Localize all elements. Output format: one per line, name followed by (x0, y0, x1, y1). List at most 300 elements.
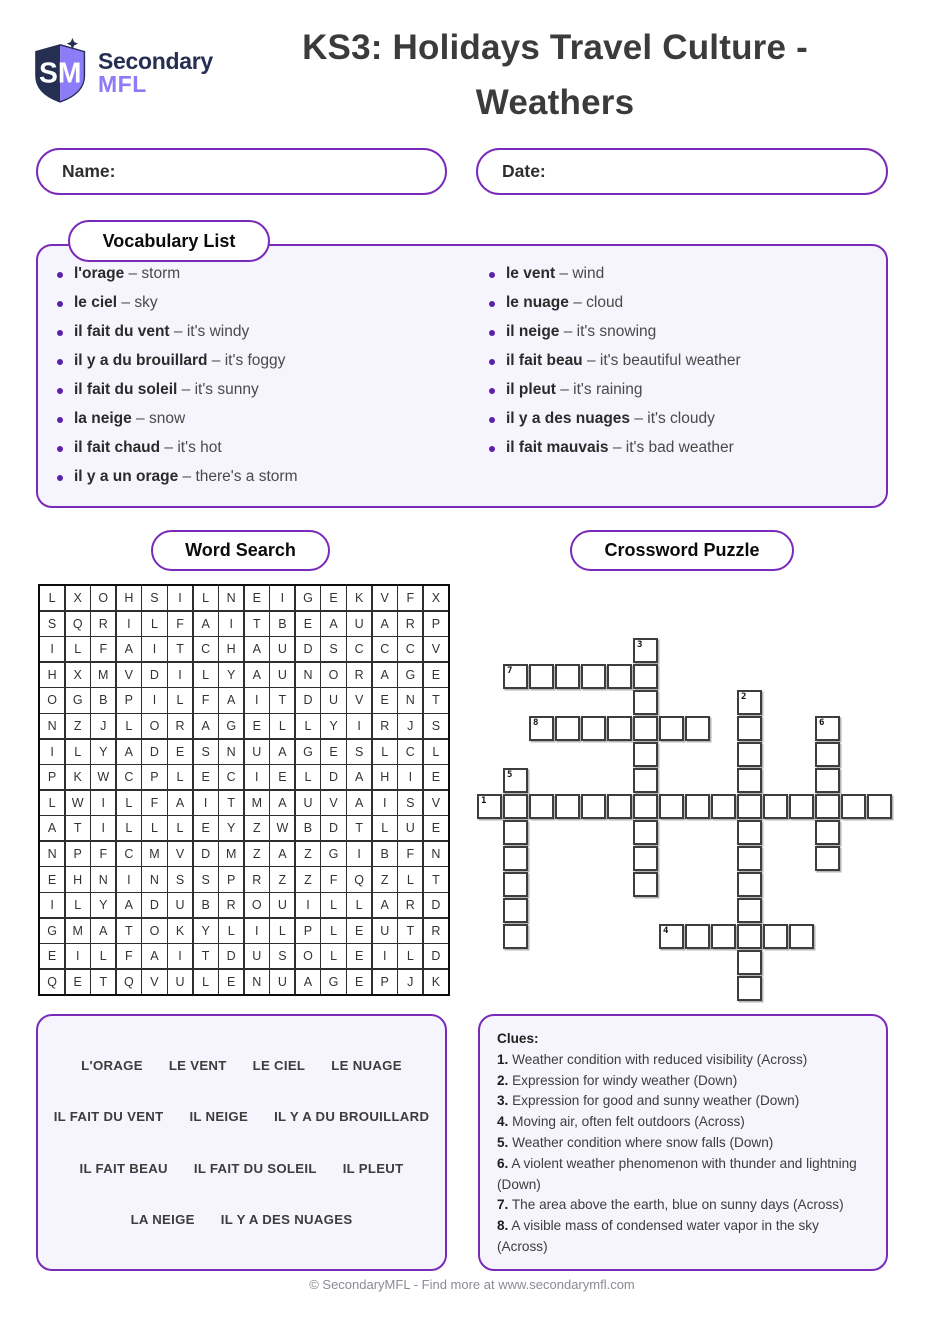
crossword-cell (633, 794, 658, 819)
word-search-cell: B (91, 688, 115, 712)
crossword-cell (607, 664, 632, 689)
date-label: Date: (502, 161, 546, 181)
word-search-cell: V (424, 637, 448, 661)
word-search-cell: I (142, 637, 166, 661)
crossword-cell (737, 898, 762, 923)
word-search-cell: L (194, 586, 218, 610)
word-search-cell: L (321, 919, 345, 943)
word-search-cell: E (321, 740, 345, 764)
word-search-cell: O (40, 688, 64, 712)
word-search-cell: G (398, 663, 422, 687)
word-search-cell: S (194, 740, 218, 764)
word-search-cell: R (245, 867, 269, 891)
crossword-cell (789, 794, 814, 819)
crossword-cell (555, 664, 580, 689)
word-search-grid (38, 584, 450, 996)
word-search-cell: A (373, 612, 397, 636)
word-search-cell: Z (270, 867, 294, 891)
word-bank-word: IL NEIGE (189, 1109, 249, 1125)
date-field (476, 148, 888, 195)
word-search-cell: F (168, 612, 192, 636)
word-search-cell: U (296, 791, 320, 815)
vocab-item: il fait beau – it's beautiful weather (488, 353, 888, 370)
vocabulary-heading-pill (68, 220, 270, 262)
word-search-cell: Z (245, 816, 269, 840)
word-search-cell: N (91, 867, 115, 891)
word-search-cell: I (398, 765, 422, 789)
word-search-cell: L (398, 944, 422, 968)
word-search-cell: S (142, 586, 166, 610)
word-search-cell: O (296, 944, 320, 968)
word-search-cell: I (245, 919, 269, 943)
crossword-clue-number: 4 (663, 926, 669, 936)
crossword-cell (685, 924, 710, 949)
crossword-cell (633, 638, 658, 663)
page-title (160, 20, 944, 130)
word-search-cell: U (270, 637, 294, 661)
word-search-cell: F (117, 944, 141, 968)
word-search-cell: R (424, 919, 448, 943)
word-search-cell: D (142, 740, 166, 764)
word-search-cell: I (142, 688, 166, 712)
word-search-cell: N (142, 867, 166, 891)
word-search-cell: E (66, 970, 90, 994)
word-search-cell: X (66, 663, 90, 687)
word-bank-word: LA NEIGE (130, 1211, 195, 1227)
crossword-cell (841, 794, 866, 819)
crossword-clue-number: 1 (481, 796, 487, 806)
name-field (36, 148, 447, 195)
word-bank-word: IL PLEUT (342, 1160, 404, 1176)
word-search-cell: G (296, 740, 320, 764)
word-search-cell: A (245, 663, 269, 687)
word-search-cell: D (219, 944, 243, 968)
word-search-cell: Z (66, 714, 90, 738)
word-search-cell: S (40, 612, 64, 636)
crossword-cell (711, 794, 736, 819)
word-search-cell: C (398, 740, 422, 764)
word-search-cell: D (296, 637, 320, 661)
crossword-cell (737, 976, 762, 1001)
word-search-cell: A (296, 970, 320, 994)
clues-heading: Clues: (497, 1031, 539, 1046)
word-search-cell: A (91, 919, 115, 943)
clue-item: 8. A visible mass of condensed water vapor in the sky (Across) (497, 1218, 819, 1254)
word-search-cell: P (219, 867, 243, 891)
word-search-cell: A (347, 765, 371, 789)
word-search-cell: A (219, 688, 243, 712)
word-search-cell: G (321, 970, 345, 994)
word-search-cell: X (66, 586, 90, 610)
word-search-cell: C (117, 765, 141, 789)
word-search-cell: Z (245, 842, 269, 866)
word-search-cell: A (117, 740, 141, 764)
word-search-cell: Y (321, 714, 345, 738)
word-search-cell: A (270, 842, 294, 866)
word-search-cell: F (91, 842, 115, 866)
word-search-cell: G (321, 842, 345, 866)
word-search-cell: O (142, 919, 166, 943)
vocab-item: il fait du soleil – it's sunny (56, 382, 456, 399)
clues-list (497, 1050, 869, 1258)
vocab-item: il fait chaud – it's hot (56, 440, 456, 457)
word-search-cell: C (117, 842, 141, 866)
word-search-cell: G (66, 688, 90, 712)
crossword-cell (737, 846, 762, 871)
crossword-cell (737, 716, 762, 741)
crossword-cell (633, 768, 658, 793)
word-search-cell: K (168, 919, 192, 943)
word-search-cell: O (245, 893, 269, 917)
word-search-cell: L (424, 740, 448, 764)
word-search-cell: Y (219, 816, 243, 840)
word-bank-line (46, 1212, 437, 1227)
word-search-cell: Q (347, 867, 371, 891)
crossword-cell (503, 924, 528, 949)
crossword-cell (503, 768, 528, 793)
word-search-cell: U (321, 688, 345, 712)
crossword-cell (737, 872, 762, 897)
crossword-grid (477, 638, 897, 1008)
word-search-cell: E (270, 765, 294, 789)
word-search-heading-pill (151, 530, 330, 571)
name-label: Name: (62, 161, 116, 181)
word-search-cell: E (424, 816, 448, 840)
word-search-cell: S (194, 867, 218, 891)
word-search-cell: E (321, 586, 345, 610)
word-search-cell: Z (296, 867, 320, 891)
crossword-cell (867, 794, 892, 819)
word-search-cell: L (194, 970, 218, 994)
word-search-cell: R (398, 612, 422, 636)
word-search-cell: J (398, 714, 422, 738)
word-search-cell: H (66, 867, 90, 891)
crossword-cell (529, 794, 554, 819)
crossword-cell (607, 794, 632, 819)
word-search-cell: I (117, 612, 141, 636)
word-search-cell: M (66, 919, 90, 943)
word-search-cell: T (398, 919, 422, 943)
word-search-cell: I (347, 842, 371, 866)
word-bank-word: L'ORAGE (81, 1058, 143, 1074)
word-search-cell: L (194, 663, 218, 687)
crossword-cell (555, 794, 580, 819)
word-search-cell: I (40, 637, 64, 661)
crossword-cell (815, 716, 840, 741)
word-search-cell: L (66, 740, 90, 764)
word-search-cell: V (424, 791, 448, 815)
word-search-cell: V (321, 791, 345, 815)
crossword-cell (503, 820, 528, 845)
footer-credit: © SecondaryMFL - Find more at www.secondarymfl.com (309, 1277, 635, 1292)
word-search-cell: A (194, 714, 218, 738)
word-search-cell: S (398, 791, 422, 815)
word-search-cell: A (373, 893, 397, 917)
word-search-cell: L (270, 919, 294, 943)
word-search-cell: T (424, 867, 448, 891)
word-search-cell: E (40, 867, 64, 891)
word-search-cell: T (424, 688, 448, 712)
word-search-cell: T (245, 612, 269, 636)
word-search-cell: Y (91, 740, 115, 764)
word-search-cell: Q (117, 970, 141, 994)
word-bank-word: LE CIEL (252, 1058, 306, 1074)
word-search-cell: L (142, 612, 166, 636)
word-search-cell: U (347, 612, 371, 636)
word-search-cell: N (40, 842, 64, 866)
clues-box (478, 1014, 888, 1271)
word-search-cell: N (40, 714, 64, 738)
word-search-cell: G (296, 586, 320, 610)
word-search-cell: I (347, 714, 371, 738)
word-search-cell: L (321, 893, 345, 917)
crossword-cell (633, 872, 658, 897)
crossword-cell (737, 950, 762, 975)
word-search-cell: A (168, 791, 192, 815)
clue-item: 3. Expression for good and sunny weather (Down) (497, 1093, 800, 1109)
word-search-cell: F (142, 791, 166, 815)
crossword-cell (633, 820, 658, 845)
crossword-cell (737, 820, 762, 845)
crossword-cell (633, 716, 658, 741)
vocab-item: il y a des nuages – it's cloudy (488, 411, 888, 428)
word-bank-word: IL Y A DU BROUILLARD (274, 1109, 430, 1125)
word-search-cell: N (398, 688, 422, 712)
word-search-cell: N (245, 970, 269, 994)
word-search-cell: I (245, 688, 269, 712)
word-search-cell: F (91, 637, 115, 661)
word-search-cell: L (296, 714, 320, 738)
vocab-item: il pleut – it's raining (488, 382, 888, 399)
word-search-cell: V (142, 970, 166, 994)
word-search-cell: A (270, 791, 294, 815)
word-bank-line (46, 1109, 437, 1124)
word-search-cell: O (142, 714, 166, 738)
word-search-cell: U (245, 944, 269, 968)
crossword-cell (815, 846, 840, 871)
logo-wordmark-mfl: MFL (98, 71, 147, 97)
word-search-cell: S (424, 714, 448, 738)
clue-item: 6. A violent weather phenomenon with thunder and lightning (Down) (497, 1155, 857, 1192)
crossword-clue-number: 6 (819, 718, 825, 728)
vocab-item: il fait mauvais – it's bad weather (488, 440, 888, 457)
word-search-cell: U (270, 893, 294, 917)
word-search-cell: I (40, 893, 64, 917)
clue-item: 5. Weather condition where snow falls (Down) (497, 1134, 774, 1150)
word-search-cell: S (168, 867, 192, 891)
word-bank-word: IL FAIT DU SOLEIL (193, 1160, 317, 1176)
word-search-cell: A (373, 663, 397, 687)
crossword-cell (815, 768, 840, 793)
word-search-cell: A (142, 944, 166, 968)
word-search-cell: S (321, 637, 345, 661)
word-search-cell: C (219, 765, 243, 789)
word-search-cell: I (296, 893, 320, 917)
word-search-cell: L (40, 586, 64, 610)
vocabulary-list-right (488, 266, 888, 469)
word-search-cell: L (398, 867, 422, 891)
crossword-cell (815, 820, 840, 845)
word-search-cell: Q (66, 612, 90, 636)
word-search-cell: P (373, 970, 397, 994)
word-search-cell: C (398, 637, 422, 661)
word-search-cell: M (245, 791, 269, 815)
word-search-cell: D (321, 816, 345, 840)
word-search-cell: N (219, 740, 243, 764)
clue-item: 7. The area above the earth, blue on sunny days (Across) (497, 1197, 844, 1213)
word-search-cell: T (91, 970, 115, 994)
word-search-cell: E (347, 944, 371, 968)
word-search-cell: K (424, 970, 448, 994)
word-search-cell: D (142, 893, 166, 917)
crossword-cell (477, 794, 502, 819)
word-search-cell: U (270, 970, 294, 994)
word-search-cell: A (117, 893, 141, 917)
logo-wordmark-secondary: Secondary (98, 48, 213, 74)
vocab-item: il y a un orage – there's a storm (56, 469, 456, 486)
word-search-cell: P (66, 842, 90, 866)
word-search-cell: E (219, 970, 243, 994)
word-search-cell: U (168, 970, 192, 994)
word-search-cell: L (168, 816, 192, 840)
word-search-cell: U (245, 740, 269, 764)
word-search-cell: P (142, 765, 166, 789)
word-search-cell: E (424, 663, 448, 687)
word-search-cell: L (347, 893, 371, 917)
word-search-cell: Y (91, 893, 115, 917)
word-search-cell: D (321, 765, 345, 789)
word-search-cell: E (245, 586, 269, 610)
vocab-item: il fait du vent – it's windy (56, 324, 456, 341)
word-search-cell: D (424, 944, 448, 968)
word-search-cell: W (270, 816, 294, 840)
word-search-cell: M (219, 842, 243, 866)
word-search-cell: T (347, 816, 371, 840)
vocab-item: l'orage – storm (56, 266, 456, 283)
word-search-cell: B (373, 842, 397, 866)
word-search-cell: C (347, 637, 371, 661)
crossword-cell (503, 664, 528, 689)
word-search-cell: I (194, 791, 218, 815)
crossword-cell (529, 664, 554, 689)
clue-item: 4. Moving air, often felt outdoors (Across) (497, 1114, 745, 1130)
crossword-cell (633, 846, 658, 871)
word-search-cell: C (194, 637, 218, 661)
vocab-item: la neige – snow (56, 411, 456, 428)
shield-logo-icon (34, 38, 92, 104)
word-search-cell: E (40, 944, 64, 968)
word-bank-word: LE VENT (168, 1058, 227, 1074)
word-search-cell: V (347, 688, 371, 712)
word-search-cell: A (245, 637, 269, 661)
word-search-cell: A (40, 816, 64, 840)
word-search-cell: T (117, 919, 141, 943)
clue-item: 1. Weather condition with reduced visibility (Across) (497, 1051, 808, 1067)
word-search-cell: J (398, 970, 422, 994)
word-bank-line (46, 1161, 437, 1176)
word-search-cell: D (194, 842, 218, 866)
word-search-cell: T (194, 944, 218, 968)
crossword-cell (529, 716, 554, 741)
word-search-cell: L (117, 714, 141, 738)
word-search-cell: X (424, 586, 448, 610)
word-search-cell: L (296, 765, 320, 789)
word-search-cell: L (168, 765, 192, 789)
word-search-cell: B (296, 816, 320, 840)
word-search-cell: E (424, 765, 448, 789)
word-search-cell: Y (194, 919, 218, 943)
word-search-cell: N (296, 663, 320, 687)
crossword-heading-pill (570, 530, 794, 571)
word-search-cell: B (270, 612, 294, 636)
word-search-cell: L (40, 791, 64, 815)
word-search-cell: R (373, 714, 397, 738)
word-search-cell: E (194, 765, 218, 789)
word-search-cell: V (373, 586, 397, 610)
word-search-cell: M (91, 663, 115, 687)
word-search-cell: I (168, 663, 192, 687)
word-search-cell: I (168, 944, 192, 968)
word-search-cell: R (219, 893, 243, 917)
word-search-cell: H (373, 765, 397, 789)
word-search-cell: W (66, 791, 90, 815)
word-search-cell: Z (296, 842, 320, 866)
word-search-cell: P (117, 688, 141, 712)
crossword-cell (737, 924, 762, 949)
word-search-cell: R (91, 612, 115, 636)
word-search-cell: K (347, 586, 371, 610)
vocab-item: le ciel – sky (56, 295, 456, 312)
crossword-clue-number: 3 (637, 640, 643, 650)
word-search-cell: I (245, 765, 269, 789)
word-search-cell: L (66, 637, 90, 661)
word-search-cell: E (245, 714, 269, 738)
word-search-cell: F (398, 842, 422, 866)
word-search-cell: Y (219, 663, 243, 687)
word-search-cell: U (270, 663, 294, 687)
word-search-cell: L (117, 816, 141, 840)
crossword-cell (503, 794, 528, 819)
crossword-cell (503, 898, 528, 923)
crossword-cell (581, 716, 606, 741)
word-search-cell: L (142, 816, 166, 840)
crossword-cell (737, 742, 762, 767)
word-search-cell: I (373, 944, 397, 968)
crossword-cell (737, 690, 762, 715)
word-bank-box (36, 1014, 447, 1271)
word-search-cell: V (117, 663, 141, 687)
word-search-cell: I (40, 740, 64, 764)
word-search-cell: L (66, 893, 90, 917)
word-search-cell: I (117, 867, 141, 891)
crossword-cell (659, 716, 684, 741)
word-search-cell: P (424, 612, 448, 636)
crossword-cell (763, 924, 788, 949)
crossword-clue-number: 5 (507, 770, 513, 780)
word-search-cell: T (219, 791, 243, 815)
word-search-cell: H (40, 663, 64, 687)
word-bank-word: LE NUAGE (331, 1058, 402, 1074)
word-search-cell: T (168, 637, 192, 661)
word-search-cell: A (321, 612, 345, 636)
word-search-cell: S (270, 944, 294, 968)
crossword-cell (685, 794, 710, 819)
page-title-line1: KS3: Holidays Travel Culture - (302, 28, 808, 67)
word-search-cell: R (347, 663, 371, 687)
crossword-cell (737, 794, 762, 819)
word-search-cell: U (398, 816, 422, 840)
word-search-cell: N (219, 586, 243, 610)
